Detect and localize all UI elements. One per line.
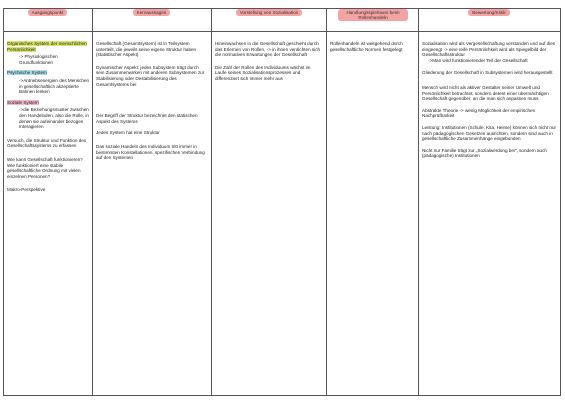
header-handlungsspielraum <box>338 9 408 21</box>
header-label: Bewertung/Kritik <box>468 9 509 16</box>
cell-text: Die Zahl der Rollen des Individuums wächst im Laufe seines Sozialisationsprozesses und differenziert sich immer mehr aus <box>215 64 311 81</box>
header-sozialisation <box>229 9 309 16</box>
header-label: Vorstellung von Sozialisation <box>236 9 302 16</box>
table-bottom-border <box>3 395 561 396</box>
cell-text: Mensch wird nicht als aktiver Gestalter seiner Umwelt und Persönlichkeit betrachtet, sondern detent einer übermächtigen Gesellschaft gegenüber, an die man sich anpassen muss <box>422 84 549 102</box>
highlighted-heading: Organisches System der menschlichen Persönlichkeit <box>7 41 87 52</box>
cell-text: -> Physiologischen Grundfunktionen <box>19 54 58 65</box>
highlighted-heading: Soziale System <box>7 99 39 105</box>
comparison-table <box>3 8 561 395</box>
cell-text: ->Man wird funktionierender Teil der Gesellschaft <box>428 57 528 63</box>
header-separator <box>3 31 561 32</box>
cell-text: Abstrakte Theorie -> wenig Möglichkeit der empirischen Nachprüfbarkeit <box>422 107 536 119</box>
column-bewertung <box>422 41 558 164</box>
cell-text: Leistung: Institutionen (Schule, Kita, Heime) können sich nicht nur nach pädagogischen Gesetzen ausrichten, sondern sind auch in gesellschaftliche Zusammenhänge eingebunden <box>422 124 557 142</box>
header-label: Kernaussagen <box>133 9 171 16</box>
cell-text: ->Antriebsenergien des Menschen in gesellschaftlich akzeptierte Bahnen lenken <box>19 77 90 95</box>
column-border <box>560 8 561 395</box>
cell-text: Rollenhandeln ist weitgehend durch gesellschaftliche Normen festgelegt <box>330 41 403 52</box>
column-border <box>92 8 93 395</box>
cell-text: Nicht nur Familie trägt zur „Sozialwerdung bei", sondern auch (pädagogische) Institutionen <box>422 147 547 159</box>
column-sozialisation <box>215 41 323 87</box>
column-border <box>326 8 327 395</box>
column-ausgangspunkt <box>7 41 90 198</box>
cell-text: Jedes System hat eine Struktur <box>96 130 160 136</box>
highlighted-heading: Psychische System <box>7 70 47 76</box>
cell-text: Gliederung der Gesellschaft in Subsystemen wird herausgestellt <box>422 70 553 76</box>
column-border <box>211 8 212 395</box>
cell-text: Versuch, die Struktur und Funktion des Gesellschaftssystems zu erfassen <box>7 137 87 149</box>
column-kernaussagen <box>96 41 208 166</box>
header-ausgangspunkt <box>3 9 92 16</box>
cell-text: Sozialisation wird als Vergesellschaftung verstanden und auf dies eingeengt -> eine reife Persönlichkeit wird als Spiegelbild der Gesellschaftsstruktur <box>422 41 556 58</box>
cell-text: ->die Beziehungsmuster zwischen den Handelnden, also die Rolle, in denen sie aufeinander bezogen Interagieren <box>19 107 89 130</box>
header-kernaussagen <box>92 9 211 16</box>
cell-text: Makro-Perspektive <box>7 187 46 193</box>
cell-text: Dynamischer Aspekt: jedes Subsystem trägt durch sein Zusammenwirken mit anderen Subsystemen zur Stabilisierung oder Destabilisierung des Gesamtsystems bei <box>96 64 205 87</box>
cell-text: Hineinwachsen in die Gesellschaft geschieht durch das Erlernen von Rollen, -> in ihnen verdichten sich die normativen Erwartungen der Gesellschaft <box>215 41 321 58</box>
cell-text: Das soziale Handeln des Individuum tritt immer in bestimmten Konstellationen, spezifischen Verbindung auf den Systemen <box>96 143 205 161</box>
column-border <box>3 8 4 395</box>
header-label: Handlungsspielraum beim Rollenhandeln <box>338 9 408 21</box>
column-border <box>418 8 419 395</box>
cell-text: Wie kann Gesellschaft funktionieren? Wie funktioniert eine stabile gesellschaftliche Ordnung mit vielen einzelnen Personen? <box>7 156 83 179</box>
cell-text: Gesellschaft (Gesamtsystem) ist in Teilsystem unterteilt, die jeweils seine eigene Struktur haben (statistischer Aspekt) <box>96 41 197 58</box>
column-handlungsspielraum <box>330 41 416 57</box>
header-label: Ausgangspunkt <box>28 9 68 16</box>
cell-text: Der Begriff der Struktur bezeichnet den statischen Aspekt des Systems <box>96 113 198 124</box>
header-bewertung <box>418 9 560 16</box>
